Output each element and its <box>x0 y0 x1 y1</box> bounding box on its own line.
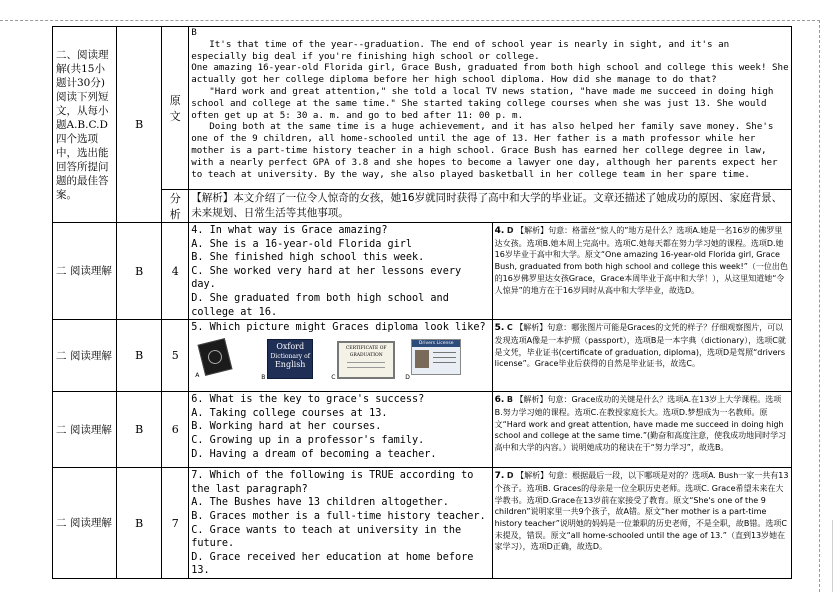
question-difficulty-cell <box>116 392 161 468</box>
question-stem: 4. In what way is Grace amazing? <box>191 225 388 236</box>
certificate-picture <box>337 341 395 379</box>
answer-pictures <box>191 335 489 379</box>
page-right-border <box>819 20 820 592</box>
section-difficulty: B <box>135 118 144 131</box>
section-difficulty-cell <box>116 27 161 223</box>
question-number: 7 <box>171 516 179 530</box>
answer-cell <box>492 392 791 468</box>
license-line <box>433 352 456 353</box>
analysis-row <box>53 190 792 223</box>
question-stem: 5. Which picture might Graces diploma look like? <box>191 322 486 334</box>
option-a: A. The Bushes have 13 children altogether. <box>191 497 449 509</box>
passage-paragraph-1: It's that time of the year--graduation. The end of school year is nearly in sight, and it's an especially big deal if you're finishing high school or college. <box>191 38 730 62</box>
question-difficulty: B <box>135 423 144 437</box>
analysis-text: 【解析】本文介绍了一位令人惊奇的女孩，她16岁就同时获得了高中和大学的毕业证。文章还描述了她成功的原因、家庭背景、未来规划、日常生活等其他事项。 <box>191 192 783 219</box>
question-stem: 7. Which of the following is TRUE according to the last paragraph? <box>191 470 474 495</box>
question-type-cell <box>53 320 117 392</box>
reading-comprehension-table <box>52 26 792 579</box>
question-number-cell <box>162 223 189 320</box>
passage-letter: B <box>191 27 197 38</box>
question-row-5 <box>53 320 792 392</box>
question-row-6 <box>53 392 792 468</box>
question-text-cell <box>189 392 492 468</box>
question-difficulty-cell <box>116 468 161 579</box>
analysis-cell <box>189 190 792 223</box>
page-edge-line <box>832 520 833 592</box>
picture-label-d: D <box>405 373 410 381</box>
dictionary-title-2: Dictionary of <box>270 352 310 360</box>
question-type-cell <box>53 223 117 320</box>
passport-picture <box>198 338 233 376</box>
picture-label-a: A <box>195 371 200 379</box>
option-b: B. She finished high school this week. <box>191 252 425 264</box>
passage-paragraph-2: One amazing 16-year-old Florida girl, Grace Bush, graduated from both high school and college this week! She actually got her college diploma before her high school diploma. How did she manage to do that? <box>191 62 789 86</box>
question-type: 二 阅读理解 <box>56 265 112 278</box>
passage-paragraph-3: "Hard work and great attention," she told a local TV news station, "have made me succeed in doing high school and college at the same time." She started taking college courses when she was just 13. She would often get up at 5: 30 a. m. and go to bed after 11: 00 p. m. <box>191 85 774 121</box>
question-number-cell <box>162 468 189 579</box>
option-a: A. Taking college courses at 13. <box>191 407 388 419</box>
license-line <box>433 362 456 363</box>
question-row-4 <box>53 223 792 320</box>
picture-label-b: B <box>261 373 266 381</box>
question-number: 4 <box>171 264 179 278</box>
section-type-text: 二、阅读理解(共15小题计30分)阅读下列短文，从每小题A.B.C.D四个选项中，选出能回答所提问题的最佳答案。 <box>56 48 109 201</box>
license-title: Drivers License <box>412 340 460 347</box>
drivers-license-picture <box>411 339 461 375</box>
answer-key: D <box>506 471 514 481</box>
answer-key: B <box>506 395 513 405</box>
question-difficulty: B <box>135 264 144 278</box>
question-type: 二 阅读理解 <box>56 349 112 362</box>
answer-explanation: 【解析】句意：哪张图片可能是Graces的文凭的样子？仔细观察图片，可以发现选项A像是一本护照（passport），选项B是一本字典（dictionary），选项C就是文凭，毕业证书(certificate of graduation, diploma)，选项D是驾照“drivers license”。Grace毕业后获得的自然是毕业证书，故选C。 <box>494 323 786 369</box>
question-number: 6 <box>171 423 179 437</box>
answer-cell <box>492 320 791 392</box>
question-row-7 <box>53 468 792 579</box>
certificate-line <box>347 362 385 363</box>
option-c: C. Growing up in a professor's family. <box>191 434 425 446</box>
question-difficulty-cell <box>116 320 161 392</box>
question-type-cell <box>53 392 117 468</box>
option-d: D. She graduated from both high school and college at 16. <box>191 292 449 318</box>
dictionary-picture <box>267 339 313 379</box>
question-number: 5 <box>171 349 179 363</box>
certificate-line <box>347 367 385 368</box>
question-stem: 6. What is the key to grace's success? <box>191 394 425 406</box>
option-d: D. Grace received her education at home before 13. <box>191 551 474 577</box>
answer-cell <box>492 468 791 579</box>
analysis-label-cell <box>162 190 189 223</box>
picture-label-c: C <box>331 373 336 381</box>
license-photo-icon <box>415 350 429 368</box>
option-b: B. Graces mother is a full-time history teacher. <box>191 510 486 522</box>
option-a: A. She is a 16-year-old Florida girl <box>191 238 413 250</box>
question-difficulty: B <box>135 349 144 363</box>
question-number-cell <box>162 320 189 392</box>
section-type-cell <box>53 27 117 223</box>
answer-key: C <box>506 323 513 333</box>
dictionary-title-3: English <box>274 359 306 369</box>
question-text-cell <box>189 468 492 579</box>
passage-row <box>53 27 792 190</box>
question-type-cell <box>53 468 117 579</box>
passage-label: 原文 <box>169 94 181 123</box>
question-text-cell <box>189 223 492 320</box>
answer-explanation: 【解析】句意：格蕾丝“惊人的”地方是什么？选项A.她是一名16岁的佛罗里达女孩。选项B.她本周上完高中。选项C.她每天都在努力学习她的课程。选项D.她16岁毕业于高中和大学。原文“One amazing 16-year-old Florida girl, Grace Bush, graduated from both high school and college this week!”（一位出色的16岁佛罗里达女孩Grace，Grace本周毕业于高中和大学！），从这里知道她“令人惊异”的地方在于16岁同时从高中和大学毕业，故选D。 <box>494 226 788 295</box>
question-number-cell <box>162 392 189 468</box>
certificate-title: CERTIFICATE OF <box>345 345 387 351</box>
option-b: B. Working hard at her courses. <box>191 421 382 433</box>
passport-emblem-icon <box>207 348 224 365</box>
answer-number: 4. <box>494 226 505 236</box>
passage-paragraph-4: Doing both at the same time is a huge achievement, and it has also helped her family save money. She's one of the 9 children, all home-schooled until the age of 13. Her father is a math professor while her mother is a part-time history teacher in a high school. Grace Bush has earned her college degree in law, with a nearly perfect GPA of 3.8 and she hopes to become a lawyer one day, although her parents expect her to teach at university. By the way, she also played basketball in her college team in her spare time. <box>191 121 778 180</box>
answer-number: 7. <box>494 471 505 482</box>
analysis-label: 分析 <box>169 192 181 221</box>
option-d: D. Having a dream of becoming a teacher. <box>191 448 437 460</box>
question-difficulty: B <box>135 516 144 530</box>
license-line <box>433 357 456 358</box>
question-difficulty-cell <box>116 223 161 320</box>
answer-explanation: 【解析】句意：Grace成功的关键是什么？选项A.在13岁上大学课程。选项B.努力学习她的课程。选项C.在教授家庭长大。选项D.梦想成为一名教师。原文“Hard work and great attention, have made me succeed in doing high school and college at the same time.”(勤奋和高度注意，使我成功地同时学习高中和大学的内容。）说明她成功的秘诀在于“努力学习”，故选B。 <box>494 395 787 452</box>
passage-cell <box>189 27 792 190</box>
question-type: 二 阅读理解 <box>56 423 112 436</box>
answer-number: 5. <box>494 323 505 334</box>
question-type: 二 阅读理解 <box>56 517 112 530</box>
answer-cell <box>492 223 791 320</box>
answer-key: D <box>506 226 514 235</box>
option-c: C. She worked very hard at her lessons every day. <box>191 265 462 291</box>
dictionary-title-1: Oxford <box>276 341 305 351</box>
certificate-subtitle: GRADUATION <box>349 352 383 358</box>
page-top-border <box>0 20 820 21</box>
passage-label-cell <box>162 27 189 190</box>
option-c: C. Grace wants to teach at university in the future. <box>191 524 462 550</box>
answer-number: 6. <box>494 395 505 406</box>
answer-explanation: 【解析】句意：根据最后一段，以下哪项是对的？选项A. Bush一家一共有13个孩子。选项B. Graces的母亲是一位全职历史老师。选项C. Grace希望未来在大学教书。选项D.Grace在13岁前在家接受了教育。原文“She's one of the 9 children”说明家里一共9个孩子，故A错。原文“her mother is a part-time history teacher”说明她的妈妈是一位兼职的历史老师，不是全职，故B错。选项C未提及，错误。原文“all home-schooled until the age of 13.”（直到13岁她在家学习），选项D正确，故选D。 <box>494 471 789 552</box>
question-text-cell <box>189 320 492 392</box>
